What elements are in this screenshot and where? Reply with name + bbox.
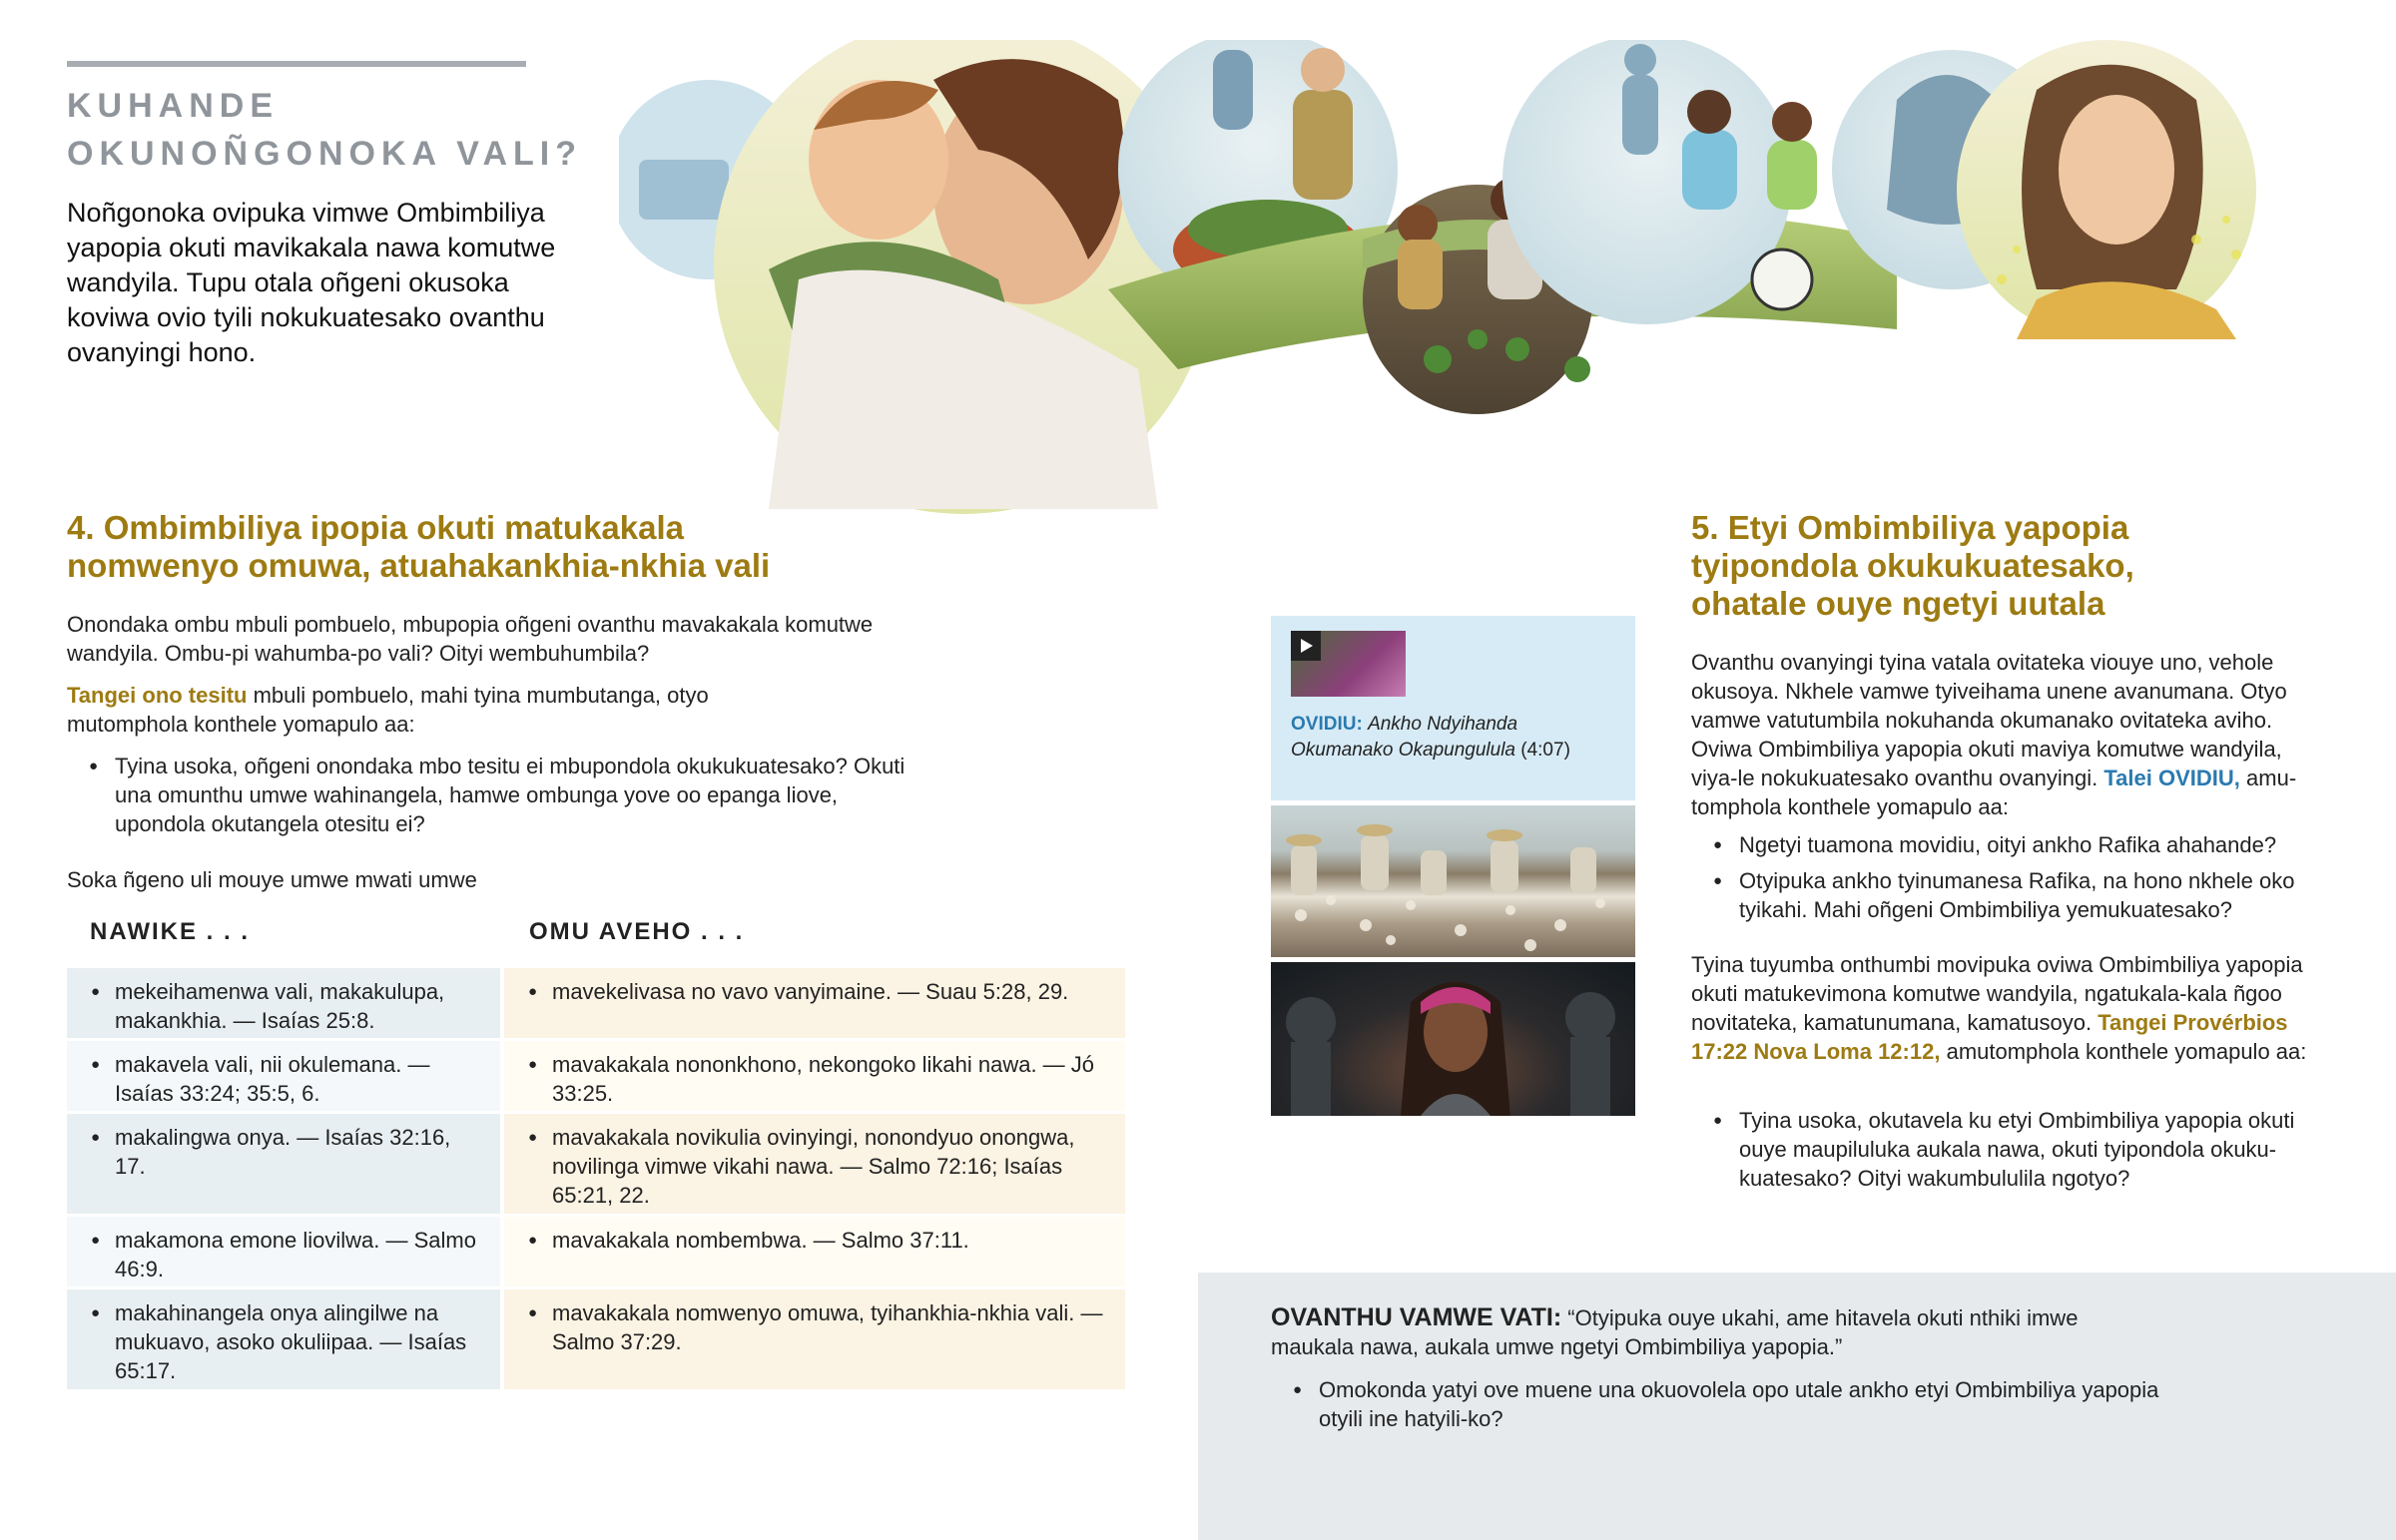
scripture-link[interactable]: Tangei ono tesitu (67, 683, 248, 708)
table-row (67, 1114, 1125, 1214)
section-4-para-3: Soka ñgeno uli mouye umwe mwati umwe (67, 867, 477, 892)
kicker-line-2: OKUNOÑGONOKA VALI? (67, 135, 582, 173)
section-4-questions (67, 752, 905, 838)
question-item: ● Ngetyi tuamona movidiu, oityi ankho Rafika ahahande? (1691, 830, 2340, 859)
video-label: OVIDIU: (1291, 714, 1363, 735)
woman-smiling-photo (1271, 962, 1635, 1116)
table-row (67, 1041, 1125, 1111)
table-cell: ● mavakakala nombembwa. — Salmo 37:11. (504, 1226, 1109, 1255)
table-row (67, 968, 1125, 1038)
table-row (67, 1217, 1125, 1286)
section-5-para-1 (1691, 648, 2330, 821)
table-cell: ● makavela vali, nii okulemana. — Isaías 33:24; 35:5, 6. (67, 1050, 484, 1108)
header-rule (67, 61, 526, 67)
kicker-title (67, 82, 626, 178)
section-5-para-2-b: amutomphola konthele yomapulo aa: (1940, 1039, 2307, 1064)
column-head-alone: NAWIKE . . . (90, 918, 251, 945)
table-cell: ● mavakakala novikulia ovinyingi, nonondyuo onongwa, novilinga vimwe vikahi nawa. — Salmo 72:16; Isaías 65:21, 22. (504, 1123, 1109, 1210)
table-cell: ● makahinangela onya alingilwe na mukuavo, asoko okuliipaa. — Isaías 65:17. (67, 1298, 484, 1385)
kicker-line-1: KUHANDE (67, 87, 279, 125)
intro-text: Noñgonoka ovipuka vimwe Ombimbiliya yapopia okuti mavikakala nawa komutwe wandyila. Tupu otala oñgeni okusoka koviwa ovio tyili nokukuatesako ovanthu ovanyingi hono. (67, 198, 556, 367)
others-say-text (1271, 1303, 2149, 1361)
question-item: ● Omokonda yatyi ove muene una okuovolela opo utale ankho etyi Ombimbiliya yapopia otyili ine hatyili-ko? (1271, 1375, 2169, 1433)
others-say-label: OVANTHU VAMWE VATI: (1271, 1303, 1562, 1331)
others-say-questions (1271, 1375, 2169, 1433)
section-5-para-1-b: amutomphola konthele yomapulo aa: (1691, 766, 2297, 819)
soccer-ball (1752, 250, 1812, 309)
section-5-para-2-a: Tyina tuyumba onthumbi movipuka oviwa Ombimbiliya yapopia okuti matukevimona komutwe wandyila, ngatukala-kala ñgoo novitateka, kamatunumana, kamatusoyo. (1691, 952, 2303, 1035)
table-cell: ● mavekelivasa no vavo vanyimaine. — Suau 5:28, 29. (504, 977, 1109, 1006)
table-row (67, 1289, 1125, 1389)
section-5-para-1-a: Ovanthu ovanyingi tyina vatala ovitateka viouye uno, vehole okusoya. Nkhele vamwe tyiveihama unene avanumana. Otyo vamwe vatutumbila nokuhanda okumanako ovitateka aviho. Oviwa Ombimbiliya yapopia okuti maviya komutwe wandyila, viya-le nokukuatesako ovanthu ovanyingi. (1691, 650, 2287, 790)
section-5-questions-2 (1691, 1106, 2340, 1193)
video-duration: (4:07) (1514, 740, 1570, 761)
scripture-link[interactable]: Tangei Provérbios 17:22 Nova Loma 12:12, (1691, 1010, 2288, 1064)
question-item: ● Tyina usoka, oñgeni onondaka mbo tesitu ei mbupondola okukukuatesako? Okuti una omunthu umwe wahinangela, hamwe ombunga yove oo epanga liove, upondola okutangela otesitu ei? (67, 752, 905, 838)
hero-illustration (619, 40, 2296, 539)
promises-table (67, 968, 1125, 1392)
section-5-questions-1 (1691, 830, 2340, 924)
video-caption[interactable] (1291, 712, 1620, 764)
section-4-para-2-rest: mbuli pombuelo, mahi tyina mumbutanga, otyo mutomphola konthele yomapulo aa: (67, 683, 709, 737)
cotton-field-photo (1271, 805, 1635, 957)
others-say-quote: “Otyipuka ouye ukahi, ame hitavela okuti nthiki imwe maukala nawa, aukala umwe ngetyi Ombimbiliya yapopia.” (1271, 1305, 2079, 1359)
table-cell: ● mavakakala nomwenyo omuwa, tyihankhia-nkhia vali. — Salmo 37:29. (504, 1298, 1109, 1356)
section-4-para-2 (67, 681, 716, 739)
question-item: ● Tyina usoka, okutavela ku etyi Ombimbiliya yapopia okuti ouye maupiluluka aukala nawa, okuti tyipondola okukukuatesako? Oityi wakumbululila ngotyo? (1691, 1106, 2340, 1193)
table-cell: ● makamona emone liovilwa. — Salmo 46:9. (67, 1226, 484, 1283)
section-4-heading: 4. Ombimbiliya ipopia okuti matukakala nomwenyo omuwa, atuahakankhia-nkhia vali (67, 509, 771, 584)
section-4-para-1: Onondaka ombu mbuli pombuelo, mbupopia oñgeni ovanthu mavakakala komutwe wandyila. Ombu-pi wahumba-po vali? Oityi wembuhumbila? (67, 612, 874, 666)
play-icon[interactable] (1291, 631, 1321, 661)
section-5-heading: 5. Etyi Ombimbiliya yapopia tyipondola okukukuatesako, ohatale ouye ngetyi uutala (1691, 509, 2134, 622)
video-title: Ankho Ndyihanda Okumanako Okapungulula (1291, 714, 1518, 761)
table-cell: ● mavakakala nononkhono, nekongoko likahi nawa. — Jó 33:25. (504, 1050, 1109, 1108)
table-cell: ● mekeihamenwa vali, makakulupa, makankhia. — Isaías 25:8. (67, 977, 484, 1035)
video-link[interactable]: Talei OVIDIU, (2103, 766, 2240, 790)
table-cell: ● makalingwa onya. — Isaías 32:16, 17. (67, 1123, 484, 1181)
section-5-para-2 (1691, 950, 2320, 1066)
question-item: ● Otyipuka ankho tyinumanesa Rafika, na hono nkhele oko tyikahi. Mahi oñgeni Ombimbiliya yemukuatesako? (1691, 866, 2340, 924)
column-head-everyone: OMU AVEHO . . . (529, 918, 745, 945)
